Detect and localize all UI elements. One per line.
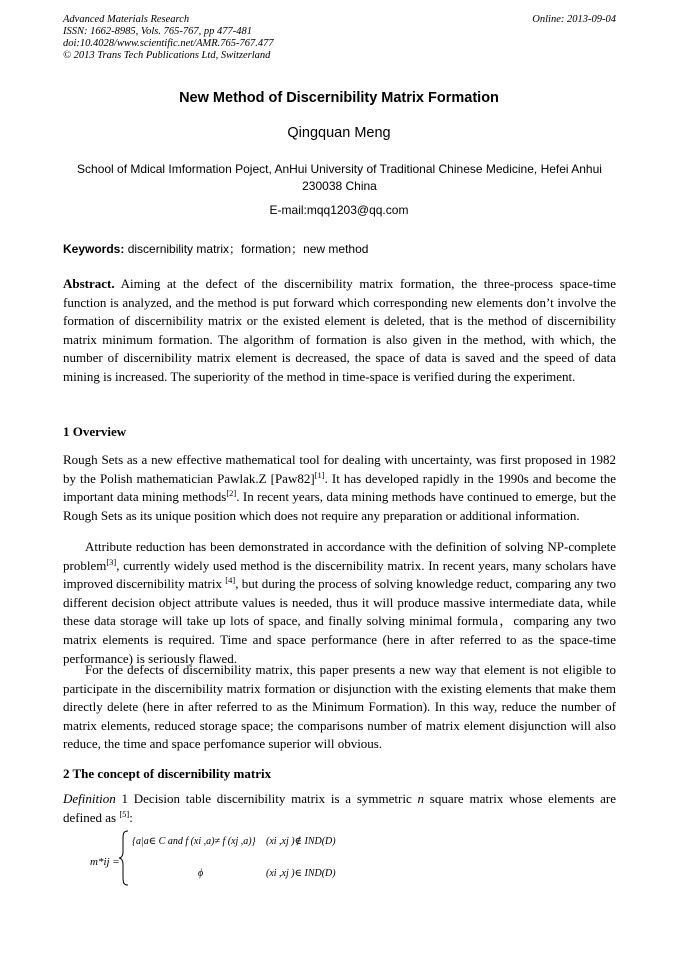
formula-discernibility: [90, 828, 490, 888]
keywords-label: Keywords:: [63, 242, 125, 256]
section-heading-concept: 2 The concept of discernibility matrix: [63, 766, 272, 781]
definition-text-c: :: [129, 809, 133, 825]
author-email: E-mail:mqq1203@qq.com: [269, 203, 409, 217]
citation-2: [2]: [226, 488, 237, 499]
formula-lhs: m*ij =: [90, 856, 120, 868]
abstract: [63, 275, 616, 387]
paragraph-1: [63, 451, 616, 525]
p1-text-c: . In recent years, data mining methods have continued to emerge, but the Rough Sets as its unique position which does not require any preparation or additional information.: [63, 489, 616, 523]
citation-3: [3]: [106, 556, 117, 567]
formula-case-1: {a|a∈ C and f (xi ,a)≠ f (xj ,a)}: [132, 836, 256, 847]
definition-n: n: [417, 791, 424, 806]
paragraph-2: [63, 538, 616, 668]
citation-5: [5]: [119, 808, 130, 819]
online-date: Online: 2013-09-04: [532, 14, 616, 25]
journal-header: [63, 14, 616, 62]
keywords-text: discernibility matrix；formation；new method: [127, 242, 369, 256]
p2-text-c: , but during the process of solving knowledge reduct, comparing any two different decision object attribute values is needed, thus it will produce massive intermediate data, while these data storage will take up lots of space, and finally solving minimal formula，comparing any two matrix elements is required. Time and space performance (here in after referred to as the space-time performance) is seriously flawed.: [63, 576, 617, 666]
definition-label: Definition: [63, 791, 116, 806]
citation-4: [4]: [225, 575, 236, 586]
definition-text-a: 1 Decision table discernibility matrix is a symmetric: [115, 791, 418, 806]
affiliation: School of Mdical Imformation Poject, AnHui University of Traditional Chinese Medicine, Hefei Anhui 230038 China: [77, 162, 602, 193]
p2-text-a: Attribute reduction has been demonstrated in accordance with the definition of solving NP-complete problem: [63, 539, 616, 573]
formula-case-2: ϕ: [198, 868, 204, 879]
copyright-line: © 2013 Trans Tech Publications Ltd, Switzerland: [63, 50, 271, 61]
author-name: Qingquan Meng: [287, 125, 391, 141]
paper-title: New Method of Discernibility Matrix Formation: [179, 90, 499, 106]
section-heading-overview: 1 Overview: [63, 424, 127, 439]
left-brace-icon: [118, 830, 130, 886]
p1-text-a: Rough Sets as a new effective mathematical tool for dealing with uncertainty, was first proposed in 1982 by the Polish mathematician Pawlak.Z [Paw82]: [63, 452, 616, 486]
citation-1: [1]: [314, 469, 325, 480]
doi-line: doi:10.4028/www.scientific.net/AMR.765-767.477: [63, 38, 274, 49]
p1-text-b: . It has developed rapidly in the 1990s and become the important data mining methods: [63, 470, 616, 505]
paragraph-3: For the defects of discernibility matrix, this paper presents a new way that element is not eligible to participate in the discernibility matrix formation or disjunction with the existing elements that make them directly delete (here in after referred to as the Minimum Formation). In this way, reduce the number of matrix elements, reduced storage space; the comparisons number of matrix element disjunction will also reduce, the time and space perfomance superior will obvious.: [63, 662, 616, 752]
abstract-text: Aiming at the defect of the discernibility matrix formation, the three-process space-time function is analyzed, and the method is put forward which corresponding new elements don’t involve the formation of discernibility matrix or the existed element is deleted, that is the method of discernibility matrix minimum formation. The algorithm of formation is also given in the method, with which, the number of discernibility matrix element is decreased, the space of data is saved and the speed of data mining is increased. The superiority of the method in time-space is verified during the experiment.: [63, 276, 616, 384]
issn-line: ISSN: 1662-8985, Vols. 765-767, pp 477-481: [63, 26, 252, 37]
formula-case-2-condition: (xi ,xj )∈ IND(D): [266, 868, 336, 879]
abstract-label: Abstract.: [63, 276, 115, 291]
journal-name: Advanced Materials Research: [63, 14, 190, 25]
formula-case-1-condition: (xi ,xj )∉ IND(D): [266, 836, 336, 847]
p2-text-b: , currently widely used method is the discernibility matrix. In recent years, many scholars have improved discernibility matrix: [63, 557, 616, 592]
keywords: [63, 240, 368, 257]
definition-paragraph: [63, 790, 616, 827]
definition-text-b: square matrix whose elements are defined as: [63, 791, 616, 825]
